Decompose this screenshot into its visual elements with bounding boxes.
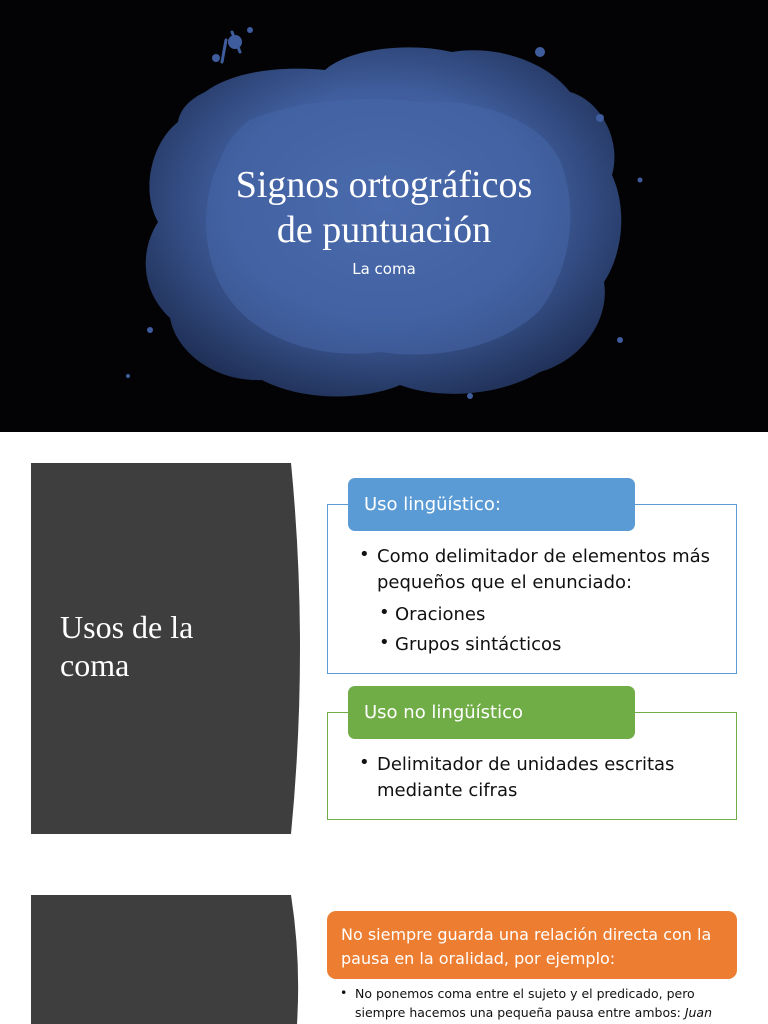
usos-panel (31, 463, 306, 834)
panel-title-line-2: coma (60, 647, 130, 683)
nonlinguistic-label-text: Uso no lingüístico (364, 702, 524, 723)
note-text-wrap (340, 984, 740, 1022)
slide3-panel (31, 895, 306, 1024)
title-slide (0, 0, 768, 432)
note-example: Juan (684, 1005, 713, 1020)
sub-item-oraciones: Oraciones (395, 604, 486, 625)
list-item-text: Delimitador de unidades escritas mediante cifras (377, 754, 675, 801)
list-item-text: Como delimitador de elementos más pequeños que el enunciado: (377, 546, 711, 593)
list-item (377, 630, 717, 660)
panel-curved-edge (287, 895, 307, 1024)
panel-title (60, 608, 193, 684)
pause-callout-text: No siempre guarda una relación directa con la pausa en la oralidad, por ejemplo: (341, 925, 712, 968)
panel-curved-edge (287, 463, 307, 834)
pause-callout (327, 911, 737, 979)
pause-note (340, 984, 740, 1022)
note-text: No ponemos coma entre el sujeto y el predicado, pero siempre hacemos una pequeña pausa entre ambos: (355, 986, 695, 1020)
title-line-2: de puntuación (276, 209, 492, 251)
panel-title-line-1: Usos de la (60, 609, 194, 645)
list-item (357, 752, 727, 804)
nonlinguistic-list (357, 752, 727, 804)
linguistic-label (348, 478, 635, 531)
linguistic-sublist (377, 600, 717, 660)
title-line-1: Signos ortográficos (235, 164, 533, 206)
bullet-dot: • (340, 985, 348, 1000)
linguistic-list (357, 544, 727, 596)
nonlinguistic-label (348, 686, 635, 739)
linguistic-label-text: Uso lingüístico: (364, 494, 501, 515)
sub-item-grupos: Grupos sintácticos (395, 634, 562, 655)
slide-subtitle: La coma (352, 260, 416, 278)
list-item (377, 600, 717, 630)
list-item (357, 544, 727, 596)
slide-title (0, 163, 768, 253)
